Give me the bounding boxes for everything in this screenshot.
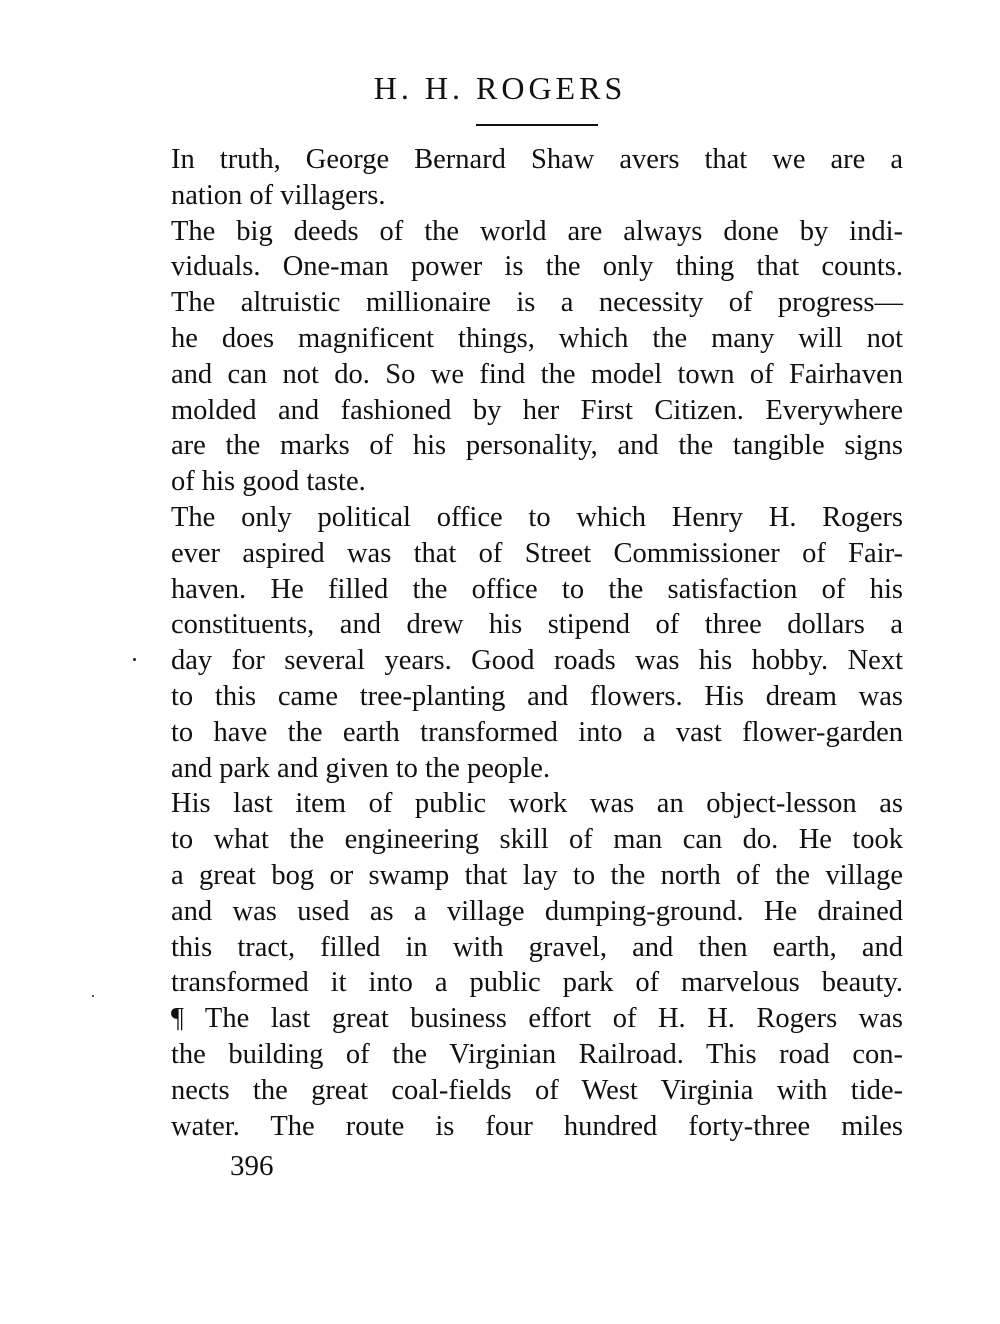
text-line: In truth, George Bernard Shaw avers that we are a [171, 144, 903, 175]
text-line: to have the earth transformed into a vast flower-garden [171, 716, 903, 748]
text-line: His last item of public work was an object-lesson as [171, 788, 903, 820]
text-line: The altruistic millionaire is a necessity of progress— [171, 287, 903, 319]
text-line: a great bog or swamp that lay to the north of the village [171, 859, 903, 891]
text-line: of his good taste. [171, 466, 366, 498]
text-line: viduals. One-man power is the only thing that counts. [171, 251, 903, 283]
text-line: this tract, filled in with gravel, and then earth, and [171, 931, 903, 963]
body-text [171, 142, 903, 1144]
print-speck [92, 995, 94, 997]
text-line: The big deeds of the world are always done by indi- [171, 215, 903, 247]
text-line: and was used as a village dumping-ground. He drained [171, 895, 903, 927]
text-line: ever aspired was that of Street Commissioner of Fair- [171, 537, 903, 569]
text-line: water. The route is four hundred forty-three miles [171, 1110, 903, 1142]
text-line: the building of the Virginian Railroad. This road con- [171, 1038, 903, 1070]
text-line: The only political office to which Henry H. Rogers [171, 501, 903, 533]
text-line: nects the great coal-fields of West Virginia with tide- [171, 1074, 903, 1106]
text-line: transformed it into a public park of marvelous beauty. [171, 967, 903, 999]
text-line: are the marks of his personality, and the tangible signs [171, 430, 903, 462]
print-speck [133, 658, 136, 661]
text-line: and park and given to the people. [171, 752, 551, 784]
text-line: haven. He filled the office to the satisfaction of his [171, 573, 903, 605]
text-line: nation of villagers. [171, 179, 386, 211]
text-line: he does magnificent things, which the many will not [171, 322, 903, 354]
page-number: 396 [230, 1150, 274, 1182]
text-line: day for several years. Good roads was his hobby. Next [171, 645, 903, 677]
text-line: molded and fashioned by her First Citizen. Everywhere [171, 394, 903, 426]
running-head: H. H. ROGERS [373, 70, 627, 106]
text-line: to what the engineering skill of man can do. He took [171, 824, 903, 856]
text-line: constituents, and drew his stipend of three dollars a [171, 609, 903, 641]
text-line: ¶ The last great business effort of H. H. Rogers was [171, 1003, 903, 1035]
text-line: to this came tree-planting and flowers. His dream was [171, 680, 903, 712]
text-line: and can not do. So we find the model town of Fairhaven [171, 358, 903, 390]
head-rule [476, 124, 598, 126]
